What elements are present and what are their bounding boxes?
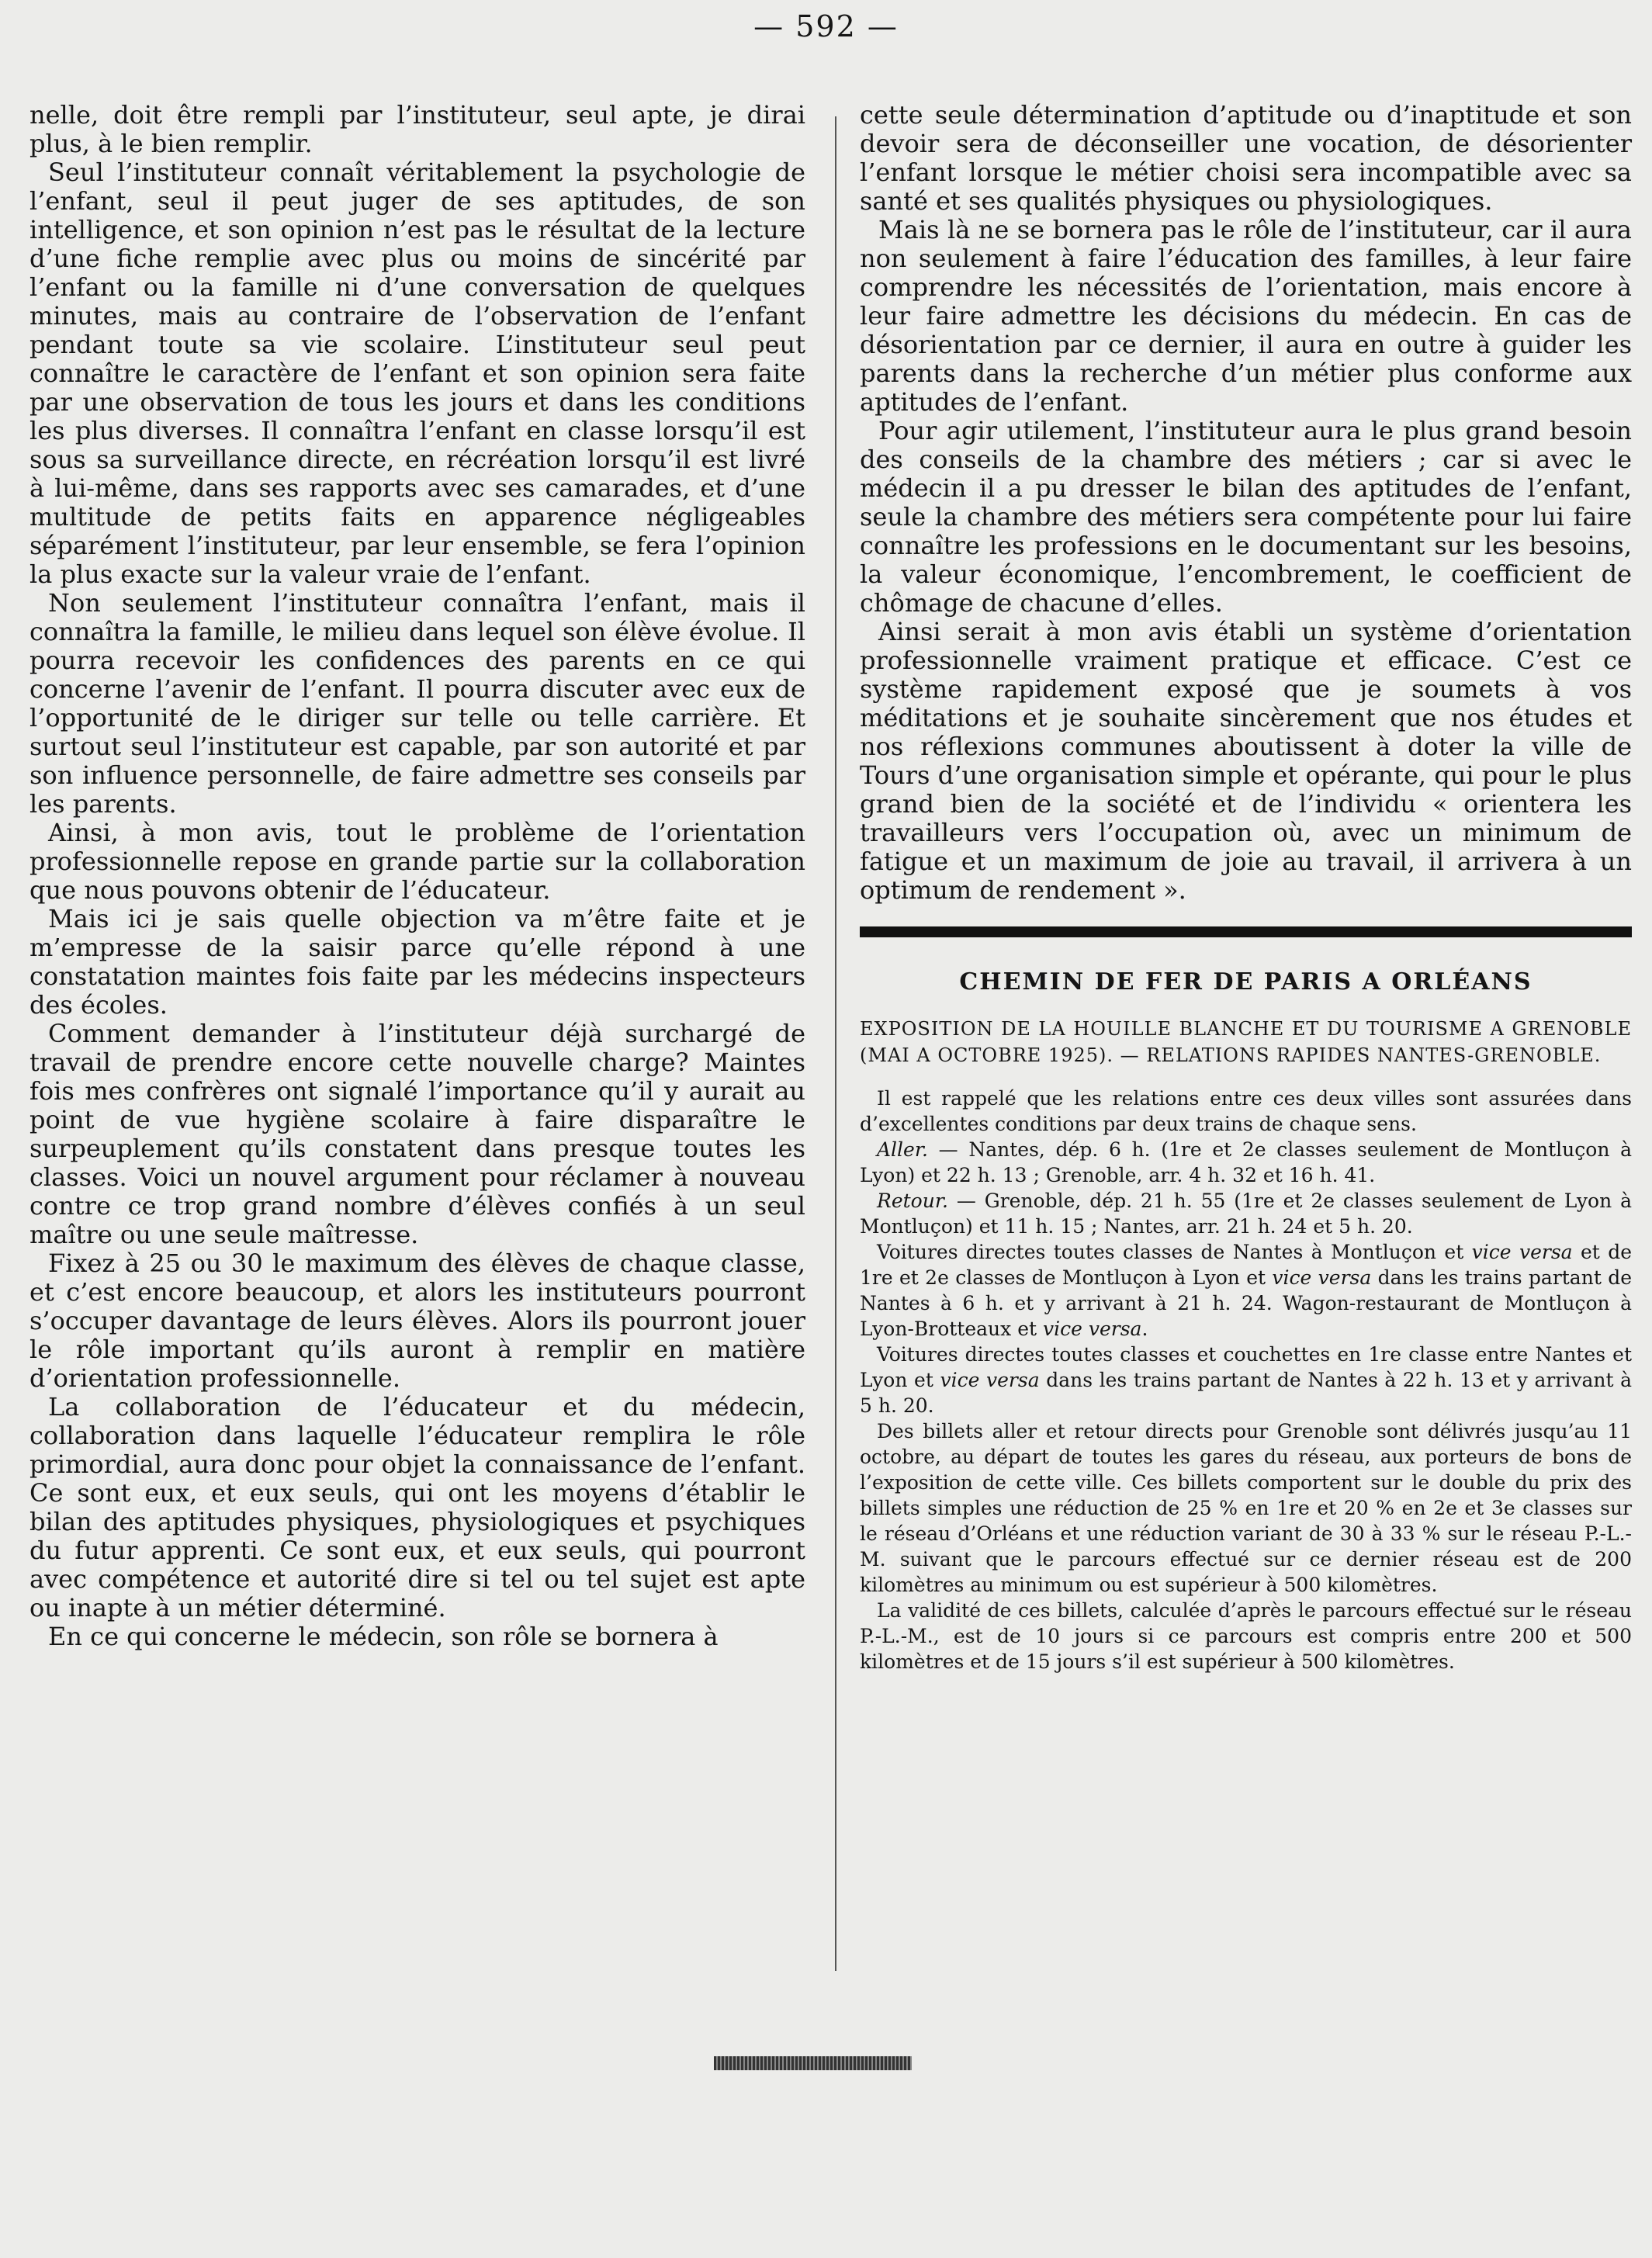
vice-versa: vice versa [940,1369,1040,1391]
right-column [860,101,1632,1674]
retour-label: Retour. [877,1190,948,1212]
paragraph: Ainsi, à mon avis, tout le problème de l’orientation professionnelle repose en grande partie sur la collaboration que nous pouvons obtenir de l’éducateur. [29,818,805,905]
page-number: — 592 — [753,9,899,43]
notice-paragraph: La validité de ces billets, calculée d’après le parcours effectué sur le réseau P.-L.-M., est de 10 jours si ce parcours est compris entre 200 et 500 kilomètres et de 15 jours s’il est supérieur à 500 kilomètres. [860,1599,1632,1673]
paragraph: Ainsi serait à mon avis établi un système d’orientation professionnelle vraiment pratique et efficace. C’est ce système rapidement exposé que je soumets à vos méditations et je souhaite sincèrement que nos études et nos réflexions communes aboutissent à doter la ville de Tours d’une organisation simple et opérante, qui pour le plus grand bien de la société et de l’individu « orientera les travailleurs vers l’occupation où, avec un minimum de fatigue et un maximum de joie au travail, il arrivera à un optimum de rendement ». [860,617,1632,905]
text-run: et de 1re et 2e classes de Montluçon à Lyon et [860,1241,1632,1289]
library-stamp [714,2056,912,2070]
paragraph: Mais là ne se bornera pas le rôle de l’instituteur, car il aura non seulement à faire l’éducation des familles, à leur faire comprendre les nécessités de l’orientation, mais encore à leur faire admettre les décisions du médecin. En cas de désorientation par ce dernier, il aura en outre à guider les parents dans la recherche d’un métier plus conforme aux aptitudes de l’enfant. [860,215,1632,417]
paragraph: La collaboration de l’éducateur et du médecin, collaboration dans laquelle l’éducateur remplira le rôle primordial, aura donc pour objet la connaissance de l’enfant. Ce sont eux, et eux seuls, qui ont les moyens d’établir le bilan des aptitudes physiques, physiologiques et psychiques du futur apprenti. Ce sont eux, et eux seuls, qui pourront avec compétence et autorité dire si tel ou tel sujet est apte ou inapte à un métier déterminé. [29,1392,805,1623]
paragraph: Non seulement l’instituteur connaîtra l’enfant, mais il connaîtra la famille, le milieu dans lequel son élève évolue. Il pourra recevoir les confidences des parents en ce qui concerne l’avenir de l’enfant. Il pourra discuter avec eux de l’opportunité de le diriger sur telle ou telle carrière. Et surtout seul l’instituteur est capable, par son autorité et par son influence personnelle, de faire admettre ses conseils par les parents. [29,588,805,819]
aller-text: — Nantes, dép. 6 h. (1re et 2e classes seulement de Montluçon à Lyon) et 22 h. 13 ; Grenoble, arr. 4 h. 32 et 16 h. 41. [860,1138,1632,1186]
paragraph: En ce qui concerne le médecin, son rôle se bornera à [48,1622,719,1651]
aller-label: Aller. [877,1138,928,1161]
paragraph: Seul l’instituteur connaît véritablement la psychologie de l’enfant, seul il peut juger de ses aptitudes, de son intelligence, et son opinion n’est pas le résultat de la lecture d’une fiche remplie avec plus ou moins de sincérité par l’enfant ou la famille ni d’une conversation de quelques minutes, mais au contraire de l’observation de l’enfant pendant toute sa vie scolaire. L’instituteur seul peut connaître le caractère de l’enfant et son opinion sera faite par une observation de tous les jours et dans les conditions les plus diverses. Il connaîtra l’enfant en classe lorsqu’il est sous sa surveillance directe, en récréation lorsqu’il est livré à lui-même, dans ses rapports avec ses camarades, et d’une multitude de petits faits en apparence négligeables séparément l’instituteur, par leur ensemble, se fera l’opinion la plus exacte sur la valeur vraie de l’enfant. [29,158,805,589]
notice-subtitle: EXPOSITION DE LA HOUILLE BLANCHE ET DU TOURISME A GRENOBLE (MAI A OCTOBRE 1925). — RELATIONS RAPIDES NANTES-GRENOBLE. [860,1018,1632,1066]
notice-paragraph [860,1239,1632,1342]
paragraph: Pour agir utilement, l’instituteur aura le plus grand besoin des conseils de la chambre des métiers ; car si avec le médecin il a pu dresser le bilan des aptitudes de l’enfant, seule la chambre des métiers sera compétente pour lui faire connaître les professions en le documentant sur les besoins, la valeur économique, l’encombrement, le coefficient de chômage de chacune d’elles. [860,416,1632,618]
notice-paragraph [860,1137,1632,1188]
section-separator [860,926,1632,937]
retour-text: — Grenoble, dép. 21 h. 55 (1re et 2e classes seulement de Lyon à Montluçon) et 11 h. 15 ; Nantes, arr. 21 h. 24 et 5 h. 20. [860,1190,1632,1238]
vice-versa: vice versa [1471,1241,1573,1263]
paragraph: cette seule détermination d’aptitude ou d’inaptitude et son devoir sera de déconseiller une vocation, de désorienter l’enfant lorsque le métier choisi sera incompatible avec sa santé et ses qualités physiques ou physiologiques. [860,100,1632,216]
text-run: dans les trains partant de Nantes à 6 h. et y arrivant à 21 h. 24. Wagon-restaurant de Montluçon à Lyon-Brotteaux et [860,1266,1632,1340]
vice-versa: vice versa [1272,1266,1372,1289]
vice-versa: vice versa [1043,1318,1142,1340]
paragraph: nelle, doit être rempli par l’instituteur, seul apte, je dirai plus, à le bien remplir. [29,100,805,158]
text-run: Voitures directes toutes classes de Nantes à Montluçon et [877,1241,1472,1263]
notice-paragraph: Il est rappelé que les relations entre ces deux villes sont assurées dans d’excellentes conditions par deux trains de chaque sens. [860,1087,1632,1135]
notice-paragraph: Des billets aller et retour directs pour Grenoble sont délivrés jusqu’au 11 octobre, au départ de toutes les gares du réseau, aux porteurs de bons de l’exposition de cette ville. Ces billets comportent sur le double du prix des billets simples une réduction de 25 % en 1re et 20 % en 2e et 3e classes sur le réseau d’Orléans et une réduction variant de 30 à 33 % sur le réseau P.-L.-M. suivant que le parcours effectué sur ce dernier réseau est de 200 kilomètres au minimum ou est supérieur à 500 kilomètres. [860,1420,1632,1596]
paragraph: Mais ici je sais quelle objection va m’être faite et je m’empresse de la saisir parce qu’elle répond à une constatation maintes fois faite par les médecins inspecteurs des écoles. [29,904,805,1020]
text-run: . [1141,1318,1148,1340]
paragraph: Fixez à 25 ou 30 le maximum des élèves de chaque classe, et c’est encore beaucoup, et alors les instituteurs pourront s’occuper davantage de leurs élèves. Alors ils pourront jouer le rôle important qu’ils auront à remplir en matière d’orientation professionnelle. [29,1248,805,1393]
text-run: Voitures directes toutes classes et couchettes en 1re classe entre Nantes et Lyon et [860,1343,1632,1391]
notice-title: CHEMIN DE FER DE PARIS A ORLÉANS [959,968,1533,996]
paragraph: Comment demander à l’instituteur déjà surchargé de travail de prendre encore cette nouvelle charge? Maintes fois mes confrères ont signalé l’importance qu’il y aurait au point de vue hygiène scolaire à faire disparaître le surpeuplement qu’ils constatent dans presque toutes les classes. Voici un nouvel argument pour réclamer à nouveau contre ce trop grand nombre d’élèves confiés à un seul maître ou une seule maîtresse. [29,1019,805,1249]
notice-paragraph [860,1342,1632,1418]
text-run: dans les trains partant de Nantes à 22 h. 13 et y arrivant à 5 h. 20. [860,1369,1632,1417]
left-column [29,101,805,1651]
notice-paragraph [860,1188,1632,1239]
column-divider [835,116,836,1971]
